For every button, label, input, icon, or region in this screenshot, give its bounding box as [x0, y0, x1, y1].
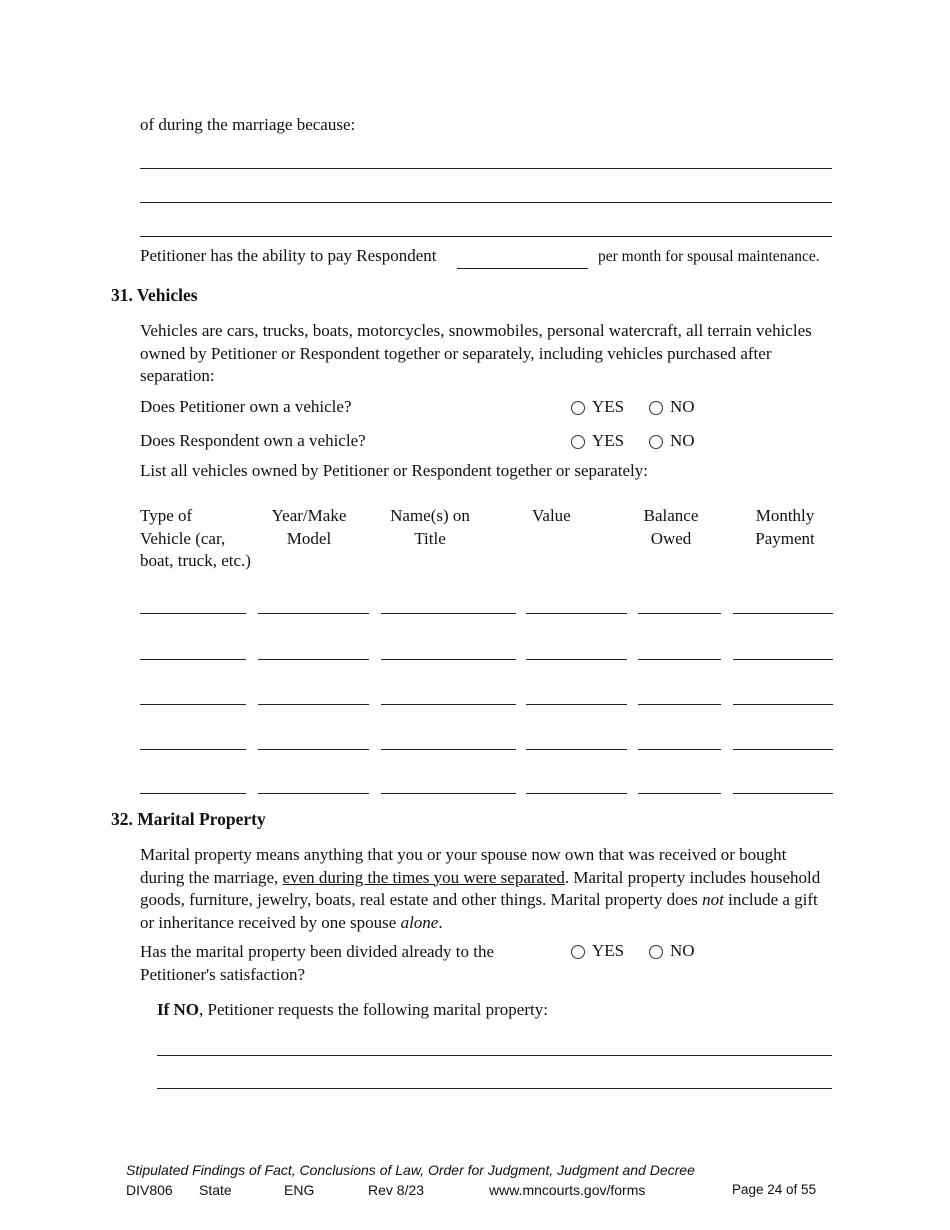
respondent-vehicle-yes-label: YES: [592, 431, 625, 450]
vehicle-row-1-type-field[interactable]: [140, 613, 246, 614]
petitioner-vehicle-no-radio[interactable]: [649, 401, 663, 415]
vehicle-row-5-balance-owed-field[interactable]: [638, 793, 721, 794]
marital-request-line-1[interactable]: [157, 1055, 832, 1056]
vehicle-row-2-year-make-model-field[interactable]: [258, 659, 369, 660]
marital-divided-yes-label: YES: [592, 941, 625, 960]
if-no-request-text: If NO, Petitioner requests the following marital property:: [157, 1000, 548, 1019]
footer-revision: Rev 8/23: [368, 1182, 425, 1198]
marital-property-description: Marital property means anything that you or your spouse now own that was received or bought during the marriage, even during the times you were separated. Marital property includes household goods, furniture, jewelry, boats, real estate and other things. Marital property does not include a gift or inheritance received by one spouse alone.: [140, 845, 821, 932]
footer-jurisdiction: State: [199, 1182, 232, 1198]
vehicle-row-2-names-on-title-field[interactable]: [381, 659, 516, 660]
marital-property-heading: 32. Marital Property: [111, 809, 266, 829]
vehicle-row-4-balance-owed-field[interactable]: [638, 749, 721, 750]
footer-form-title: Stipulated Findings of Fact, Conclusions of Law, Order for Judgment, Judgment and Decree: [126, 1162, 695, 1178]
marital-divided-yes-radio[interactable]: [571, 945, 585, 959]
per-month-text: per month for spousal maintenance.: [598, 248, 820, 265]
respondent-vehicle-yes-radio[interactable]: [571, 435, 585, 449]
vehicle-row-1-value-field[interactable]: [526, 613, 627, 614]
marital-divided-no-radio[interactable]: [649, 945, 663, 959]
vehicle-row-4-value-field[interactable]: [526, 749, 627, 750]
reason-line-2[interactable]: [140, 202, 832, 203]
reason-line-3[interactable]: [140, 236, 832, 237]
vehicle-row-5-type-field[interactable]: [140, 793, 246, 794]
vehicle-row-1-monthly-payment-field[interactable]: [733, 613, 833, 614]
col-header-names-on-title: Name(s) on Title: [390, 506, 470, 548]
footer-url[interactable]: www.mncourts.gov/forms: [489, 1182, 646, 1198]
col-header-type: Type of Vehicle (car, boat, truck, etc.): [140, 506, 251, 570]
vehicle-row-2-monthly-payment-field[interactable]: [733, 659, 833, 660]
vehicle-row-1-balance-owed-field[interactable]: [638, 613, 721, 614]
vehicle-row-5-names-on-title-field[interactable]: [381, 793, 516, 794]
footer-form-id: DIV806: [126, 1182, 173, 1198]
col-header-year-make-model: Year/Make Model: [271, 506, 347, 548]
vehicle-row-3-monthly-payment-field[interactable]: [733, 704, 833, 705]
ability-to-pay-text: Petitioner has the ability to pay Respondent: [140, 246, 437, 265]
vehicle-row-5-value-field[interactable]: [526, 793, 627, 794]
footer-language: ENG: [284, 1182, 315, 1198]
respondent-vehicle-question: Does Respondent own a vehicle?: [140, 431, 366, 450]
col-header-balance-owed: Balance Owed: [643, 506, 699, 548]
reason-line-1[interactable]: [140, 168, 832, 169]
col-header-value: Value: [532, 506, 571, 525]
vehicles-description: Vehicles are cars, trucks, boats, motorcycles, snowmobiles, personal watercraft, all terrain vehicles owned by Petitioner or Respondent together or separately, including vehicles purchased after separation:: [140, 321, 812, 385]
respondent-vehicle-no-radio[interactable]: [649, 435, 663, 449]
vehicle-row-1-year-make-model-field[interactable]: [258, 613, 369, 614]
footer-page-number: Page 24 of 55: [732, 1182, 817, 1197]
vehicle-row-5-year-make-model-field[interactable]: [258, 793, 369, 794]
vehicle-row-4-monthly-payment-field[interactable]: [733, 749, 833, 750]
col-header-monthly-payment: Monthly Payment: [755, 506, 815, 548]
petitioner-vehicle-no-label: NO: [670, 397, 695, 416]
vehicle-row-3-balance-owed-field[interactable]: [638, 704, 721, 705]
respondent-vehicle-no-label: NO: [670, 431, 695, 450]
vehicle-row-2-balance-owed-field[interactable]: [638, 659, 721, 660]
vehicle-row-4-year-make-model-field[interactable]: [258, 749, 369, 750]
vehicle-row-3-year-make-model-field[interactable]: [258, 704, 369, 705]
vehicle-row-3-type-field[interactable]: [140, 704, 246, 705]
vehicles-heading: 31. Vehicles: [111, 285, 198, 305]
vehicle-row-5-monthly-payment-field[interactable]: [733, 793, 833, 794]
continuation-text: of during the marriage because:: [140, 115, 356, 134]
petitioner-vehicle-question: Does Petitioner own a vehicle?: [140, 397, 352, 416]
petitioner-vehicle-yes-radio[interactable]: [571, 401, 585, 415]
marital-divided-no-label: NO: [670, 941, 695, 960]
vehicle-row-4-names-on-title-field[interactable]: [381, 749, 516, 750]
vehicle-row-3-value-field[interactable]: [526, 704, 627, 705]
vehicle-row-4-type-field[interactable]: [140, 749, 246, 750]
vehicle-row-3-names-on-title-field[interactable]: [381, 704, 516, 705]
vehicle-row-2-type-field[interactable]: [140, 659, 246, 660]
vehicle-row-2-value-field[interactable]: [526, 659, 627, 660]
marital-request-line-2[interactable]: [157, 1088, 832, 1089]
vehicle-row-1-names-on-title-field[interactable]: [381, 613, 516, 614]
marital-divided-question: Has the marital property been divided already to the Petitioner's satisfaction?: [140, 942, 495, 984]
spousal-maintenance-amount-field[interactable]: [457, 268, 588, 269]
petitioner-vehicle-yes-label: YES: [592, 397, 625, 416]
vehicle-list-prompt: List all vehicles owned by Petitioner or Respondent together or separately:: [140, 461, 648, 480]
